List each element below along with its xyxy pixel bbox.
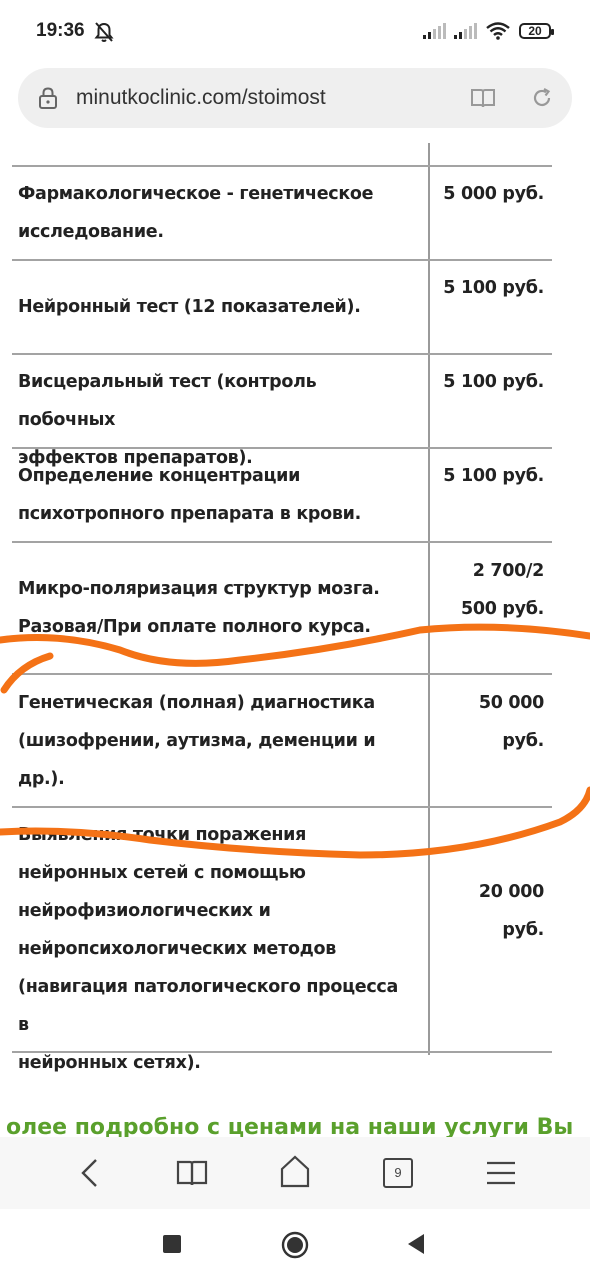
row-divider: [12, 353, 552, 355]
battery-indicator: 20: [519, 23, 551, 39]
service-name-line: нейрофизиологических и: [18, 901, 271, 921]
service-name-line: исследование.: [18, 222, 164, 242]
column-divider: [428, 143, 430, 1055]
price-line: 5 000 руб.: [443, 184, 544, 204]
service-name-line: (навигация патологического процесса в: [18, 977, 399, 1035]
home-icon[interactable]: [279, 1155, 311, 1189]
row-divider: [12, 541, 552, 543]
service-name-line: др.).: [18, 769, 65, 789]
service-name: [18, 816, 398, 1082]
signal-icon: [423, 23, 447, 39]
system-back-icon[interactable]: [406, 1233, 426, 1255]
status-time: 19:36: [36, 20, 85, 41]
service-name-line: Фармакологическое - генетическое: [18, 184, 374, 204]
lock-icon: [38, 86, 58, 110]
service-price: [432, 269, 544, 307]
price-line: 2 700/2: [472, 561, 544, 581]
service-name-line: Выявления точки поражения: [18, 825, 307, 845]
service-price: [432, 363, 544, 401]
home-circle-icon[interactable]: [281, 1231, 309, 1259]
page-content: [0, 135, 590, 1137]
bookmarks-icon[interactable]: [176, 1159, 208, 1187]
signal-icon: [454, 23, 478, 39]
service-name: [18, 457, 398, 533]
service-name: [18, 570, 398, 646]
system-navigation-bar: [0, 1209, 590, 1280]
service-name-line: (шизофрении, аутизма, деменции и: [18, 731, 376, 751]
service-price: [432, 175, 544, 213]
service-name: [18, 684, 398, 798]
service-name-line: нейропсихологических методов: [18, 939, 336, 959]
price-line: 50 000: [478, 693, 544, 713]
service-name: [18, 288, 398, 326]
tabs-button[interactable]: 9: [383, 1158, 413, 1188]
service-name: [18, 175, 398, 251]
price-line: 5 100 руб.: [443, 372, 544, 392]
recents-icon[interactable]: [163, 1235, 181, 1253]
service-name-line: Висцеральный тест (контроль побочных: [18, 372, 317, 430]
service-name-line: эффектов препаратов).: [18, 448, 253, 468]
row-divider: [12, 673, 552, 675]
price-line: 500 руб.: [460, 599, 544, 619]
browser-toolbar: [0, 1137, 590, 1209]
row-divider: [12, 259, 552, 261]
service-name-line: Микро-поляризация структур мозга.: [18, 579, 380, 599]
address-bar[interactable]: [18, 68, 572, 128]
row-divider: [12, 165, 552, 167]
service-name-line: нейронных сетей с помощью: [18, 863, 306, 883]
back-icon[interactable]: [76, 1157, 102, 1189]
service-name-line: Определение концентрации: [18, 466, 301, 486]
service-price: [432, 552, 544, 628]
price-line: руб.: [502, 731, 544, 751]
wifi-icon: [486, 22, 510, 40]
price-line: руб.: [502, 920, 544, 940]
price-line: 20 000: [478, 882, 544, 902]
bell-off-icon: [94, 21, 114, 43]
service-name-line: Генетическая (полная) диагностика: [18, 693, 375, 713]
menu-icon[interactable]: [486, 1161, 516, 1185]
row-divider: [12, 806, 552, 808]
service-price: [432, 684, 544, 760]
service-price: [432, 457, 544, 495]
more-prices-link[interactable]: олее подробно с ценами на наши услуги Вы: [6, 1115, 574, 1137]
reader-mode-icon[interactable]: [470, 86, 496, 110]
service-price: [432, 873, 544, 949]
status-bar: [0, 0, 590, 62]
service-name-line: Нейронный тест (12 показателей).: [18, 297, 361, 317]
price-line: 5 100 руб.: [443, 278, 544, 298]
reload-icon[interactable]: [530, 86, 554, 110]
service-name-line: Разовая/При оплате полного курса.: [18, 617, 371, 637]
service-name-line: нейронных сетях).: [18, 1053, 201, 1073]
service-name-line: психотропного препарата в крови.: [18, 504, 361, 524]
url-text[interactable]: minutkoclinic.com/stoimost: [76, 86, 326, 109]
price-line: 5 100 руб.: [443, 466, 544, 486]
